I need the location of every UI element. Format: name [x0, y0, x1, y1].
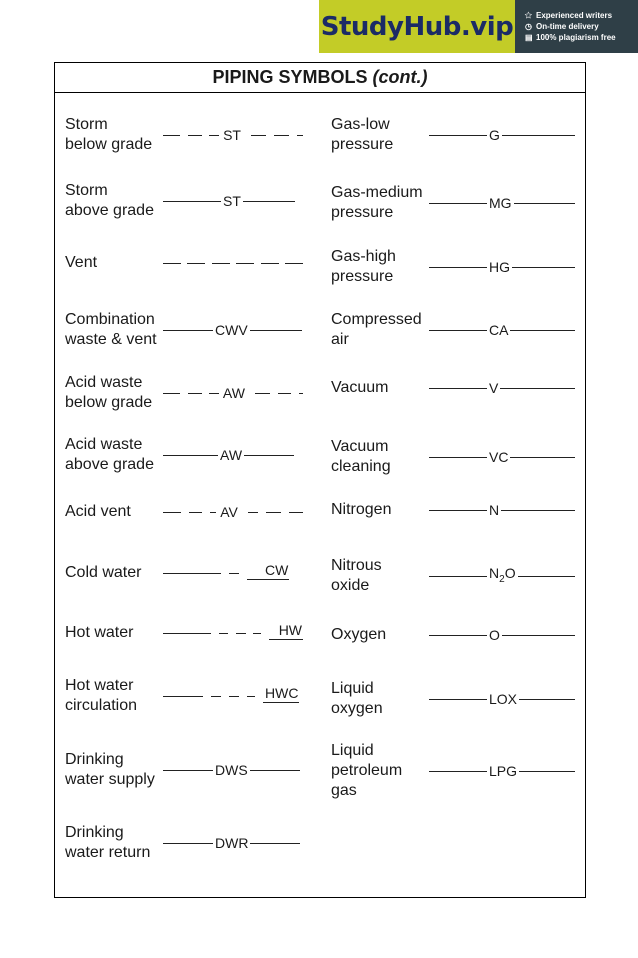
- pipe-symbol: [429, 257, 575, 277]
- pipe-segment: [236, 263, 254, 264]
- sheet-header: [55, 63, 585, 93]
- pipe-code: G: [489, 127, 500, 143]
- label-line: Hot water: [65, 677, 134, 694]
- label-line: pressure: [331, 268, 394, 285]
- pipe-segment: [212, 263, 230, 264]
- label-line: below grade: [65, 394, 153, 411]
- pipe-symbol: [163, 686, 303, 706]
- pipe-segment: [209, 135, 219, 136]
- pipe-segment: [266, 512, 282, 513]
- pipe-segment: [247, 696, 255, 697]
- pipe-segment: [429, 267, 487, 268]
- pipe-code: VC: [489, 449, 509, 465]
- label-line: waste & vent: [65, 331, 157, 348]
- brand-logo[interactable]: [319, 0, 515, 53]
- pipe-symbol: [163, 445, 303, 465]
- pipe-segment: [163, 263, 181, 264]
- label-line: Vacuum: [331, 438, 389, 455]
- symbol-label: [65, 310, 157, 350]
- pipe-segment: [163, 455, 218, 456]
- pipe-symbol: [163, 191, 303, 211]
- clock-icon: ◷: [525, 22, 532, 31]
- symbol-label: [65, 181, 154, 221]
- pipe-segment: [236, 633, 246, 634]
- pipe-segment: [229, 696, 239, 697]
- symbol-label: [331, 437, 391, 477]
- pipe-code: AW: [222, 385, 245, 401]
- pipe-segment: [261, 263, 279, 264]
- pipe-symbol: [163, 623, 303, 643]
- pipe-symbol: [163, 563, 303, 583]
- symbol-label: [331, 741, 402, 801]
- pipe-segment: [219, 633, 229, 634]
- pipe-segment: [429, 330, 487, 331]
- label-line: Liquid: [331, 742, 374, 759]
- pipe-segment: [163, 770, 213, 771]
- pipe-segment: [502, 135, 575, 136]
- label-line: pressure: [331, 136, 394, 153]
- pipe-code-tail: O: [504, 564, 516, 581]
- symbol-label: [65, 676, 137, 716]
- pipe-segment: [429, 457, 487, 458]
- pipe-symbol: [163, 125, 303, 145]
- symbol-label: [331, 310, 422, 350]
- pipe-code: $N_2O$: [489, 564, 516, 585]
- label-line: below grade: [65, 136, 153, 153]
- pipe-segment: [163, 330, 213, 331]
- pipe-segment: [510, 457, 575, 458]
- label-line: air: [331, 331, 349, 348]
- pipe-segment: [248, 512, 258, 513]
- pipe-segment: [251, 135, 266, 136]
- pipe-segment: [297, 135, 303, 136]
- label-line: Vacuum: [331, 379, 389, 396]
- feature-item: [525, 33, 638, 42]
- label-line: oxide: [331, 577, 370, 594]
- label-line: Acid vent: [65, 503, 131, 520]
- pipe-code: HG: [489, 259, 510, 275]
- pipe-segment: [429, 135, 487, 136]
- pipe-segment: [519, 771, 575, 772]
- pipe-symbol: [429, 193, 575, 213]
- label-line: Hot water: [65, 624, 134, 641]
- pipe-code: ST: [223, 193, 241, 209]
- feature-item: [525, 11, 638, 20]
- label-line: Combination: [65, 311, 155, 328]
- clipboard-check-icon: ▤: [525, 33, 533, 42]
- feature-text: Experienced writers: [536, 11, 613, 20]
- pipe-symbol: [163, 833, 303, 853]
- pipe-segment: [250, 770, 300, 771]
- label-line: water supply: [65, 771, 155, 788]
- label-line: Cold water: [65, 564, 142, 581]
- pipe-segment: [163, 393, 180, 394]
- label-line: cleaning: [331, 458, 391, 475]
- label-line: pressure: [331, 204, 394, 221]
- pipe-segment: [500, 388, 575, 389]
- pipe-segment: [501, 510, 575, 511]
- pipe-symbol: [429, 125, 575, 145]
- pipe-segment: [285, 263, 303, 264]
- pipe-segment: [210, 512, 216, 513]
- pipe-code: LPG: [489, 763, 518, 779]
- pipe-symbol: [429, 320, 575, 340]
- label-line: Drinking: [65, 824, 124, 841]
- symbol-label: [331, 556, 382, 596]
- symbol-label: [65, 502, 131, 522]
- symbol-label: [65, 115, 152, 155]
- pipe-symbol: [163, 253, 303, 273]
- star-icon: ✩: [525, 11, 532, 20]
- symbols-sheet: [54, 62, 586, 898]
- pipe-code-subscript: 2: [499, 573, 505, 585]
- label-line: Acid waste: [65, 374, 143, 391]
- pipe-segment: [429, 510, 487, 511]
- pipe-segment: [244, 455, 294, 456]
- label-line: petroleum: [331, 762, 403, 779]
- pipe-segment: [429, 771, 487, 772]
- pipe-segment: [289, 512, 303, 513]
- pipe-segment: [163, 843, 213, 844]
- pipe-code: DWR: [215, 835, 249, 851]
- pipe-symbol: [163, 320, 303, 340]
- label-line: oxygen: [331, 700, 383, 717]
- pipe-symbol: [163, 383, 303, 403]
- pipe-code: O: [489, 627, 500, 643]
- pipe-code: ST: [223, 127, 241, 143]
- pipe-code: CW: [247, 562, 289, 580]
- pipe-segment: [163, 633, 211, 634]
- label-line: Gas-high: [331, 248, 396, 265]
- label-line: Compressed: [331, 311, 422, 328]
- label-line: above grade: [65, 456, 154, 473]
- pipe-segment: [255, 393, 270, 394]
- pipe-segment: [163, 512, 181, 513]
- pipe-segment: [253, 633, 261, 634]
- symbol-label: [65, 253, 97, 273]
- pipe-segment: [163, 135, 180, 136]
- label-line: Storm: [65, 182, 108, 199]
- pipe-segment: [250, 330, 302, 331]
- pipe-segment: [429, 635, 487, 636]
- label-line: circulation: [65, 697, 138, 714]
- symbol-label: [331, 625, 386, 645]
- pipe-code: AW: [220, 447, 243, 463]
- pipe-segment: [278, 393, 292, 394]
- brand-name: StudyHub.vip: [320, 11, 514, 42]
- label-line: Acid waste: [65, 436, 143, 453]
- pipe-segment: [187, 263, 205, 264]
- pipe-symbol: [163, 502, 303, 522]
- pipe-segment: [510, 330, 575, 331]
- pipe-code: AV: [220, 504, 238, 520]
- pipe-segment: [429, 576, 487, 577]
- pipe-symbol: [429, 761, 575, 781]
- label-line: Gas-low: [331, 116, 390, 133]
- pipe-code: V: [489, 380, 499, 396]
- pipe-segment: [189, 512, 203, 513]
- pipe-segment: [163, 573, 221, 574]
- label-line: Liquid: [331, 680, 374, 697]
- pipe-segment: [512, 267, 575, 268]
- symbol-label: [65, 373, 152, 413]
- label-line: Vent: [65, 254, 98, 271]
- symbol-label: [65, 563, 141, 583]
- pipe-segment: [250, 843, 300, 844]
- label-line: Nitrous: [331, 557, 382, 574]
- pipe-segment: [429, 388, 487, 389]
- pipe-segment: [229, 573, 239, 574]
- pipe-symbol: [429, 500, 575, 520]
- pipe-segment: [243, 201, 295, 202]
- pipe-segment: [274, 135, 289, 136]
- pipe-segment: [519, 699, 575, 700]
- pipe-code: CA: [489, 322, 509, 338]
- pipe-code: LOX: [489, 691, 518, 707]
- pipe-segment: [188, 135, 202, 136]
- pipe-symbol: [429, 447, 575, 467]
- pipe-segment: [502, 635, 575, 636]
- symbol-label: [331, 378, 389, 398]
- pipe-symbol: [429, 689, 575, 709]
- symbol-label: [331, 500, 391, 520]
- label-line: Oxygen: [331, 626, 387, 643]
- pipe-symbol: [163, 760, 303, 780]
- label-line: gas: [331, 782, 357, 799]
- label-line: above grade: [65, 202, 154, 219]
- symbol-label: [65, 435, 154, 475]
- title-suffix: (cont.): [372, 67, 428, 87]
- symbol-label: [65, 750, 155, 790]
- pipe-segment: [514, 203, 575, 204]
- pipe-segment: [429, 699, 487, 700]
- pipe-code: MG: [489, 195, 512, 211]
- promo-banner: [319, 0, 638, 53]
- symbol-label: [331, 115, 393, 155]
- page-title: PIPING SYMBOLS: [212, 67, 368, 87]
- label-line: water return: [65, 844, 151, 861]
- symbol-label: [331, 183, 423, 223]
- symbol-label: [65, 823, 150, 863]
- pipe-segment: [299, 393, 303, 394]
- pipe-segment: [211, 696, 221, 697]
- pipe-code: HWC: [265, 685, 299, 701]
- symbol-label: [65, 623, 133, 643]
- label-line: Nitrogen: [331, 501, 392, 518]
- pipe-symbol: [429, 625, 575, 645]
- label-line: Storm: [65, 116, 108, 133]
- feature-text: On-time delivery: [536, 22, 599, 31]
- pipe-code: DWS: [215, 762, 248, 778]
- pipe-symbol: [429, 378, 575, 398]
- pipe-segment: [518, 576, 575, 577]
- label-line: Drinking: [65, 751, 124, 768]
- pipe-symbol: [429, 566, 575, 586]
- feature-text: 100% plagiarism free: [536, 33, 616, 42]
- pipe-segment: [163, 201, 221, 202]
- symbol-label: [331, 679, 383, 719]
- symbol-label: [331, 247, 396, 287]
- pipe-segment: [163, 696, 203, 697]
- pipe-segment: [209, 393, 219, 394]
- pipe-segment: [188, 393, 202, 394]
- pipe-code: CWV: [215, 322, 248, 338]
- pipe-segment: [429, 203, 487, 204]
- label-line: Gas-medium: [331, 184, 423, 201]
- pipe-code: HW: [269, 622, 303, 640]
- feature-list: [515, 0, 638, 53]
- pipe-code: N: [489, 502, 500, 518]
- feature-item: [525, 22, 638, 31]
